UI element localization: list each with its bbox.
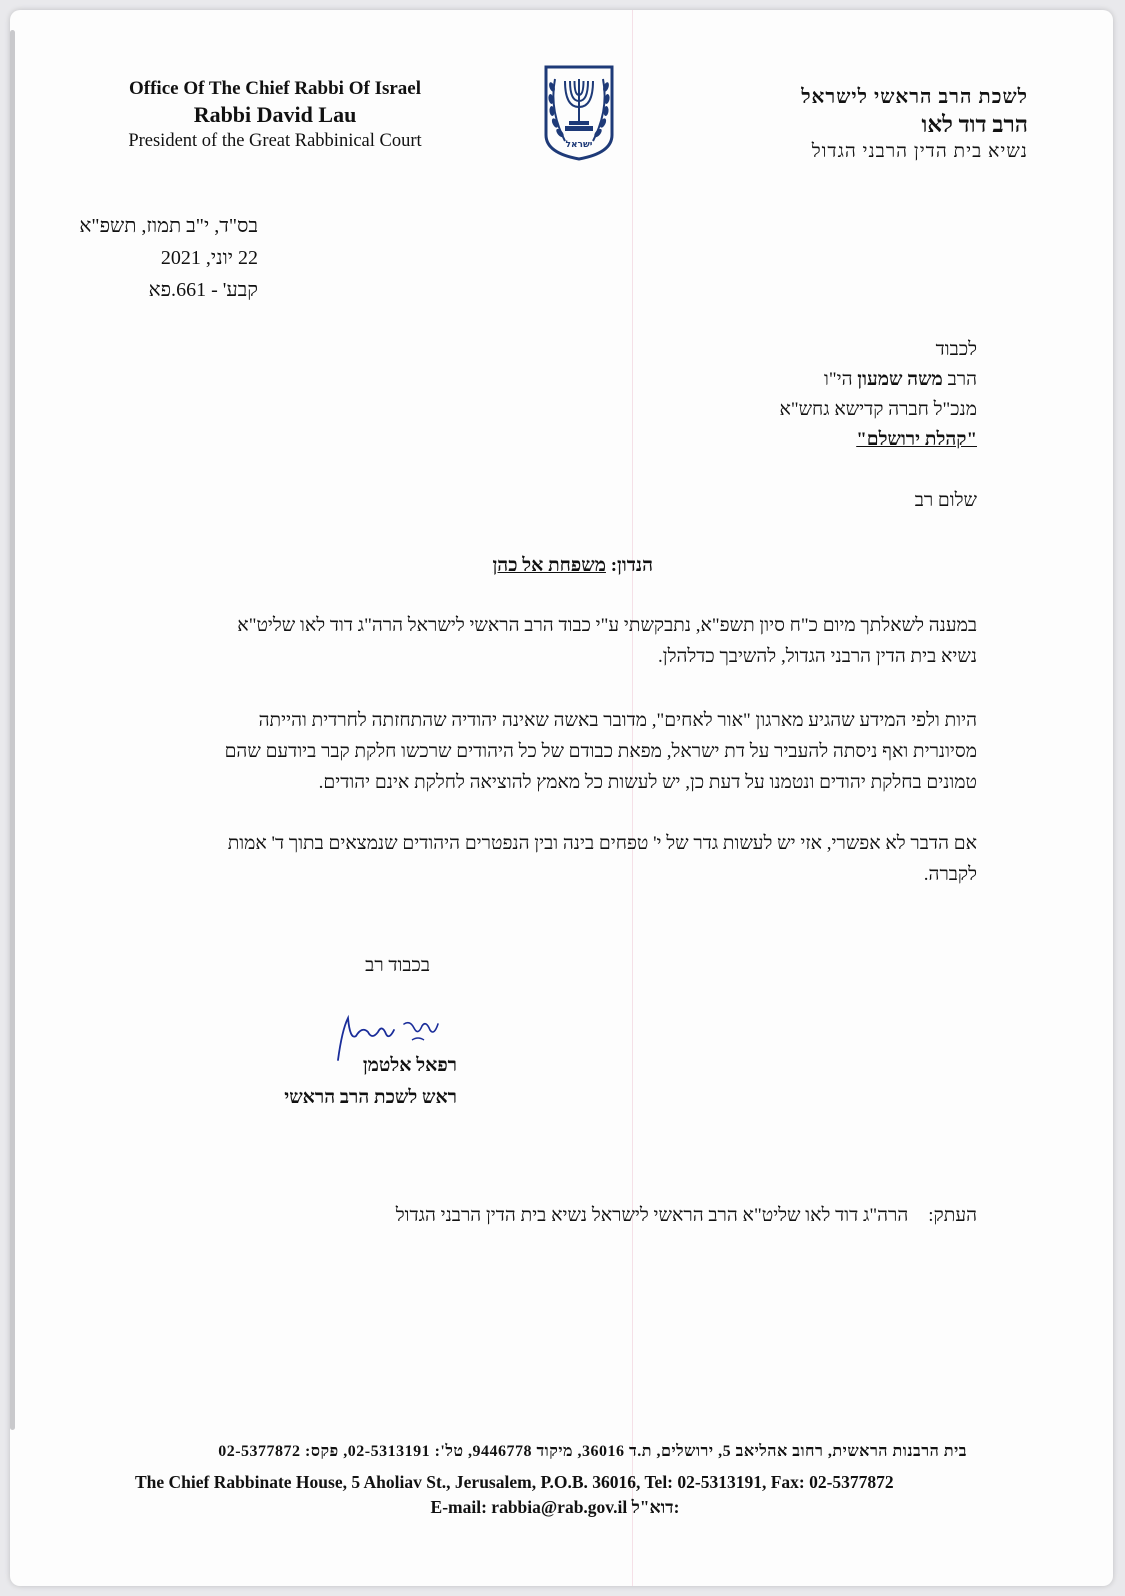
letter-page (10, 10, 1113, 1586)
paragraph-line: אם הדבר לא אפשרי, אזי יש לעשות גדר של י' טפחים בינה ובין הנפטרים היהודים שנמצאים בתוך ד' אמות (227, 833, 977, 854)
office-title-en: Office Of The Chief Rabbi Of Israel (128, 78, 421, 99)
letterhead-english (110, 76, 440, 154)
subject-line (492, 555, 653, 577)
email-he: דוא"ל: (631, 1497, 680, 1517)
signature-block (284, 1050, 457, 1114)
rabbi-name-he: הרב דוד לאו (921, 112, 1028, 137)
israel-emblem-icon (543, 65, 615, 161)
footer-address-hebrew: בית הרבנות הראשית, רחוב אהליאב 5, ירושלים, ת.ד 36016, מיקוד 9446778, טל': 02-5313191, פקס: 02-5377872 (218, 1443, 967, 1460)
closing: בכבוד רב (365, 955, 430, 976)
scrollbar[interactable] (10, 30, 15, 1430)
letterhead-hebrew (728, 84, 1028, 165)
subject-label: הנדון: (610, 555, 653, 576)
footer-email (140, 1497, 970, 1518)
rabbi-name-en: Rabbi David Lau (193, 102, 357, 127)
president-title-he: נשיא בית הדין הרבני הגדול (811, 141, 1028, 162)
scan-line (632, 10, 633, 1586)
paragraph-line: היות ולפי המידע שהגיע מארגון "אור לאחים", מדובר באשה שאינה יהודיה שהתחזתה לחרדית והייתה (258, 710, 977, 731)
body-paragraph-2 (127, 705, 977, 798)
addressee-block (779, 335, 977, 455)
reference-number: קבע' - 661.פא (148, 279, 258, 301)
addressee-name-line (779, 365, 977, 395)
email-en: E-mail: rabbia@rab.gov.il (430, 1497, 628, 1517)
footer-address-english: The Chief Rabbinate House, 5 Aholiav St., Jerusalem, P.O.B. 36016, Tel: 02-5313191, Fax: 02-5377872 (135, 1472, 894, 1492)
hebrew-date: בס"ד, י"ב תמוז, תשפ"א (79, 215, 258, 237)
cc-line (396, 1205, 977, 1227)
addressee-name: משה שמעון (857, 369, 943, 390)
signer-name: רפאל אלטמן (362, 1055, 457, 1076)
emblem-text: ישראל (565, 140, 593, 150)
name-prefix: הרב (947, 369, 977, 390)
cc-text: הרה"ג דוד לאו שליט"א הרב הראשי לישראל נשיא בית הדין הרבני הגדול (395, 1205, 909, 1226)
paragraph-line: במענה לשאלתך מיום כ"ח סיון תשפ"א, נתבקשתי ע"י כבוד הרב הראשי לישראל הרה"ג דוד לאו שליט"א (237, 615, 977, 636)
addressee-org: "קהלת ירושלם" (856, 429, 977, 450)
greeting: שלום רב (914, 490, 977, 511)
office-title-he: לשכת הרב הראשי לישראל (801, 86, 1028, 108)
paragraph-line: לקברה. (923, 864, 977, 885)
paragraph-line: נשיא בית הדין הרבני הגדול, להשיבך כדלהלן. (657, 646, 977, 667)
honorific: לכבוד (935, 339, 977, 360)
president-title-en: President of the Great Rabbinical Court (128, 131, 422, 151)
gregorian-date: 22 יוני, 2021 (160, 247, 258, 269)
name-suffix: הי"ו (823, 369, 853, 390)
paragraph-line: מסיונרית ואף ניסתה להעביר על דת ישראל, מפאת כבודם של כל היהודים שרכשו חלקת קבר ביודעם שהם (224, 741, 977, 762)
body-paragraph-1 (127, 610, 977, 672)
paragraph-line: טמונים בחלקת יהודים ונטמנו על דעת כן, יש לעשות כל מאמץ להוציאה לחלקת אינם יהודים. (318, 772, 977, 793)
subject-text: משפחת אל כהן (492, 555, 606, 576)
date-block (79, 210, 258, 306)
addressee-title: מנכ"ל חברה קדישא גחש"א (779, 399, 977, 420)
cc-label: העתק: (928, 1205, 977, 1226)
signer-title: ראש לשכת הרב הראשי (284, 1087, 457, 1108)
body-paragraph-3 (127, 828, 977, 890)
